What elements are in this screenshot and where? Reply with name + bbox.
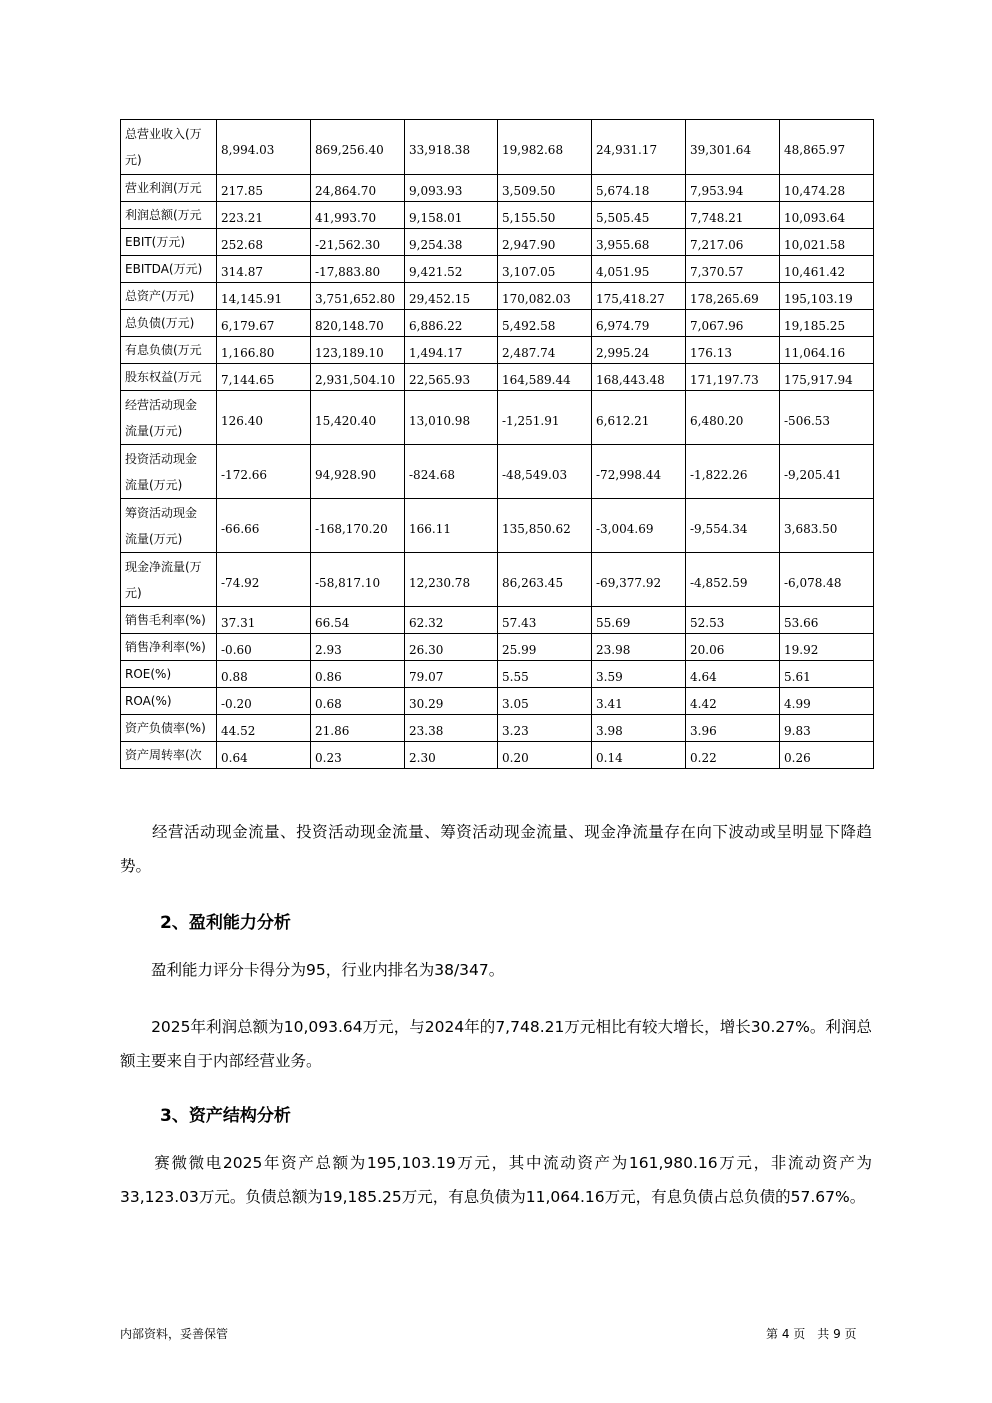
- table-cell: 2,947.90: [498, 229, 592, 256]
- table-row: [121, 391, 874, 445]
- table-cell: -1,251.91: [498, 391, 592, 445]
- row-label: [121, 120, 217, 175]
- table-cell: 176.13: [686, 337, 780, 364]
- table-cell: 3,509.50: [498, 175, 592, 202]
- table-row: [121, 688, 874, 715]
- table-cell: 7,217.06: [686, 229, 780, 256]
- table-cell: 19,185.25: [780, 310, 874, 337]
- table-cell: 164,589.44: [498, 364, 592, 391]
- table-cell: 170,082.03: [498, 283, 592, 310]
- table-cell: 2.93: [311, 634, 405, 661]
- row-label-line: 现金净流量(万: [125, 559, 202, 574]
- table-cell: 5,492.58: [498, 310, 592, 337]
- table-cell: 26.30: [405, 634, 498, 661]
- profit-detail-paragraph: 2025年利润总额为10,093.64万元，与2024年的7,748.21万元相比有较大增长，增长30.27%。利润总额主要来自于内部经营业务。: [120, 1018, 872, 1070]
- table-cell: 9,158.01: [405, 202, 498, 229]
- table-cell: -168,170.20: [311, 499, 405, 553]
- table-cell: 20.06: [686, 634, 780, 661]
- table-cell: -9,205.41: [780, 445, 874, 499]
- table-row: [121, 499, 874, 553]
- row-label-line: EBIT(万元): [125, 235, 186, 249]
- table-row: [121, 310, 874, 337]
- table-cell: 25.99: [498, 634, 592, 661]
- table-cell: 135,850.62: [498, 499, 592, 553]
- table-cell: -6,078.48: [780, 553, 874, 607]
- row-label-line: EBITDA(万元): [125, 262, 203, 276]
- table-cell: 10,461.42: [780, 256, 874, 283]
- row-label-line: 流量(万元): [125, 531, 183, 546]
- row-label-line: 经营活动现金: [125, 397, 198, 412]
- table-cell: -9,554.34: [686, 499, 780, 553]
- table-cell: 10,021.58: [780, 229, 874, 256]
- table-cell: 178,265.69: [686, 283, 780, 310]
- row-label-line: 营业利润(万元: [125, 181, 202, 195]
- table-cell: 5.61: [780, 661, 874, 688]
- row-label-line: 销售净利率(%): [125, 640, 206, 654]
- table-cell: 6,179.67: [217, 310, 311, 337]
- row-label: [121, 391, 217, 445]
- table-cell: 55.69: [592, 607, 686, 634]
- table-cell: 4.42: [686, 688, 780, 715]
- profit-section-heading: 2、盈利能力分析: [160, 913, 291, 933]
- table-cell: 23.98: [592, 634, 686, 661]
- table-cell: 3.59: [592, 661, 686, 688]
- table-cell: 3,751,652.80: [311, 283, 405, 310]
- row-label-line: 有息负债(万元: [125, 343, 202, 357]
- table-cell: 66.54: [311, 607, 405, 634]
- table-cell: 0.14: [592, 742, 686, 769]
- table-cell: 23.38: [405, 715, 498, 742]
- table-cell: 13,010.98: [405, 391, 498, 445]
- table-cell: 19.92: [780, 634, 874, 661]
- row-label: [121, 445, 217, 499]
- table-cell: 94,928.90: [311, 445, 405, 499]
- table-cell: 7,748.21: [686, 202, 780, 229]
- table-cell: 86,263.45: [498, 553, 592, 607]
- table-row: [121, 229, 874, 256]
- asset-section-heading: 3、资产结构分析: [160, 1106, 291, 1126]
- row-label: [121, 175, 217, 202]
- table-cell: 5,505.45: [592, 202, 686, 229]
- table-cell: 4,051.95: [592, 256, 686, 283]
- table-cell: 2,995.24: [592, 337, 686, 364]
- table-cell: -4,852.59: [686, 553, 780, 607]
- table-cell: 37.31: [217, 607, 311, 634]
- row-label: [121, 229, 217, 256]
- table-row: [121, 202, 874, 229]
- table-cell: 15,420.40: [311, 391, 405, 445]
- table-row: [121, 661, 874, 688]
- table-cell: 168,443.48: [592, 364, 686, 391]
- table-cell: 0.23: [311, 742, 405, 769]
- table-cell: 4.64: [686, 661, 780, 688]
- table-cell: 0.64: [217, 742, 311, 769]
- table-cell: 57.43: [498, 607, 592, 634]
- table-cell: 123,189.10: [311, 337, 405, 364]
- table-cell: 39,301.64: [686, 120, 780, 175]
- table-cell: -824.68: [405, 445, 498, 499]
- table-cell: 126.40: [217, 391, 311, 445]
- table-cell: 9,254.38: [405, 229, 498, 256]
- table-cell: 44.52: [217, 715, 311, 742]
- row-label: [121, 607, 217, 634]
- table-cell: 3.23: [498, 715, 592, 742]
- table-cell: 33,918.38: [405, 120, 498, 175]
- table-cell: 30.29: [405, 688, 498, 715]
- table-row: [121, 283, 874, 310]
- footer-confidential-note: 内部资料，妥善保管: [120, 1327, 229, 1341]
- table-cell: 1,494.17: [405, 337, 498, 364]
- table-cell: -0.60: [217, 634, 311, 661]
- table-cell: 6,612.21: [592, 391, 686, 445]
- table-cell: 7,370.57: [686, 256, 780, 283]
- row-label: [121, 310, 217, 337]
- table-cell: 223.21: [217, 202, 311, 229]
- row-label: [121, 661, 217, 688]
- table-cell: 5,674.18: [592, 175, 686, 202]
- table-row: [121, 742, 874, 769]
- row-label: [121, 688, 217, 715]
- table-row: [121, 607, 874, 634]
- table-cell: 8,994.03: [217, 120, 311, 175]
- row-label-line: ROE(%): [125, 667, 172, 681]
- table-cell: 52.53: [686, 607, 780, 634]
- table-cell: 12,230.78: [405, 553, 498, 607]
- table-cell: 29,452.15: [405, 283, 498, 310]
- table-cell: 21.86: [311, 715, 405, 742]
- asset-detail-paragraph: 赛微微电2025年资产总额为195,103.19万元，其中流动资产为161,980.16万元，非流动资产为33,123.03万元。负债总额为19,185.25万元，有息负债为11,064.16万元，有息负债占总负债的57.67%。: [120, 1154, 872, 1206]
- table-cell: 820,148.70: [311, 310, 405, 337]
- row-label-line: 流量(万元): [125, 423, 183, 438]
- row-label: [121, 742, 217, 769]
- table-cell: 171,197.73: [686, 364, 780, 391]
- row-label-line: 总营业收入(万: [125, 127, 202, 141]
- table-cell: 175,418.27: [592, 283, 686, 310]
- table-cell: -172.66: [217, 445, 311, 499]
- table-row: [121, 634, 874, 661]
- row-label-line: 资产负债率(%): [125, 721, 206, 735]
- table-cell: 5.55: [498, 661, 592, 688]
- row-label-line: 总资产(万元): [125, 289, 195, 303]
- row-label-line: ROA(%): [125, 694, 172, 708]
- table-row: [121, 175, 874, 202]
- table-cell: -506.53: [780, 391, 874, 445]
- profit-score-paragraph: 盈利能力评分卡得分为95，行业内排名为38/347。: [120, 961, 505, 979]
- table-row: [121, 445, 874, 499]
- row-label-line: 投资活动现金: [125, 451, 198, 466]
- row-label-line: 筹资活动现金: [125, 505, 198, 520]
- table-cell: 7,953.94: [686, 175, 780, 202]
- table-cell: 0.26: [780, 742, 874, 769]
- row-label-line: 元): [125, 585, 142, 600]
- table-row: [121, 364, 874, 391]
- table-row: [121, 337, 874, 364]
- table-cell: 5,155.50: [498, 202, 592, 229]
- table-cell: 53.66: [780, 607, 874, 634]
- row-label-line: 流量(万元): [125, 477, 183, 492]
- table-cell: 3.96: [686, 715, 780, 742]
- table-cell: 252.68: [217, 229, 311, 256]
- table-cell: 0.22: [686, 742, 780, 769]
- table-cell: -17,883.80: [311, 256, 405, 283]
- table-cell: 14,145.91: [217, 283, 311, 310]
- table-cell: 9,093.93: [405, 175, 498, 202]
- row-label: [121, 337, 217, 364]
- table-cell: 10,093.64: [780, 202, 874, 229]
- table-cell: 62.32: [405, 607, 498, 634]
- table-cell: 22,565.93: [405, 364, 498, 391]
- table-cell: 7,144.65: [217, 364, 311, 391]
- table-cell: 195,103.19: [780, 283, 874, 310]
- table-cell: 3.41: [592, 688, 686, 715]
- table-cell: -21,562.30: [311, 229, 405, 256]
- table-row: [121, 120, 874, 175]
- table-cell: 217.85: [217, 175, 311, 202]
- table-cell: 166.11: [405, 499, 498, 553]
- row-label: [121, 715, 217, 742]
- table-cell: -58,817.10: [311, 553, 405, 607]
- table-cell: -74.92: [217, 553, 311, 607]
- table-cell: 1,166.80: [217, 337, 311, 364]
- row-label-line: 元): [125, 153, 142, 167]
- table-cell: 7,067.96: [686, 310, 780, 337]
- table-cell: -1,822.26: [686, 445, 780, 499]
- table-cell: 24,931.17: [592, 120, 686, 175]
- table-row: [121, 256, 874, 283]
- row-label-line: 总负债(万元): [125, 316, 195, 330]
- row-label: [121, 553, 217, 607]
- table-cell: 24,864.70: [311, 175, 405, 202]
- table-cell: 869,256.40: [311, 120, 405, 175]
- table-cell: 3,107.05: [498, 256, 592, 283]
- table-cell: 3,683.50: [780, 499, 874, 553]
- financial-table: [120, 119, 874, 769]
- table-cell: 11,064.16: [780, 337, 874, 364]
- table-cell: 41,993.70: [311, 202, 405, 229]
- table-cell: 2,487.74: [498, 337, 592, 364]
- table-cell: -66.66: [217, 499, 311, 553]
- table-cell: 10,474.28: [780, 175, 874, 202]
- row-label-line: 股东权益(万元: [125, 370, 202, 384]
- row-label: [121, 499, 217, 553]
- table-cell: 2,931,504.10: [311, 364, 405, 391]
- table-cell: 175,917.94: [780, 364, 874, 391]
- row-label-line: 利润总额(万元: [125, 208, 202, 222]
- cashflow-note-paragraph: 经营活动现金流量、投资活动现金流量、筹资活动现金流量、现金净流量存在向下波动或呈明显下降趋势。: [120, 823, 872, 875]
- row-label: [121, 256, 217, 283]
- table-cell: 4.99: [780, 688, 874, 715]
- table-cell: 6,974.79: [592, 310, 686, 337]
- row-label: [121, 202, 217, 229]
- table-row: [121, 715, 874, 742]
- table-cell: 48,865.97: [780, 120, 874, 175]
- table-cell: -69,377.92: [592, 553, 686, 607]
- row-label: [121, 364, 217, 391]
- row-label: [121, 283, 217, 310]
- table-cell: -72,998.44: [592, 445, 686, 499]
- table-cell: 3.05: [498, 688, 592, 715]
- table-cell: 0.86: [311, 661, 405, 688]
- table-row: [121, 553, 874, 607]
- table-cell: 2.30: [405, 742, 498, 769]
- table-cell: -48,549.03: [498, 445, 592, 499]
- table-cell: 19,982.68: [498, 120, 592, 175]
- table-cell: -0.20: [217, 688, 311, 715]
- table-cell: 0.68: [311, 688, 405, 715]
- row-label-line: 资产周转率(次: [125, 748, 202, 762]
- table-cell: 0.20: [498, 742, 592, 769]
- table-cell: 79.07: [405, 661, 498, 688]
- table-cell: 6,480.20: [686, 391, 780, 445]
- table-cell: 0.88: [217, 661, 311, 688]
- table-cell: 314.87: [217, 256, 311, 283]
- table-cell: 9,421.52: [405, 256, 498, 283]
- footer-page-number: 第 4 页 共 9 页: [766, 1327, 857, 1341]
- table-cell: 9.83: [780, 715, 874, 742]
- table-cell: 3,955.68: [592, 229, 686, 256]
- table-cell: 3.98: [592, 715, 686, 742]
- row-label: [121, 634, 217, 661]
- row-label-line: 销售毛利率(%): [125, 613, 206, 627]
- table-cell: -3,004.69: [592, 499, 686, 553]
- table-cell: 6,886.22: [405, 310, 498, 337]
